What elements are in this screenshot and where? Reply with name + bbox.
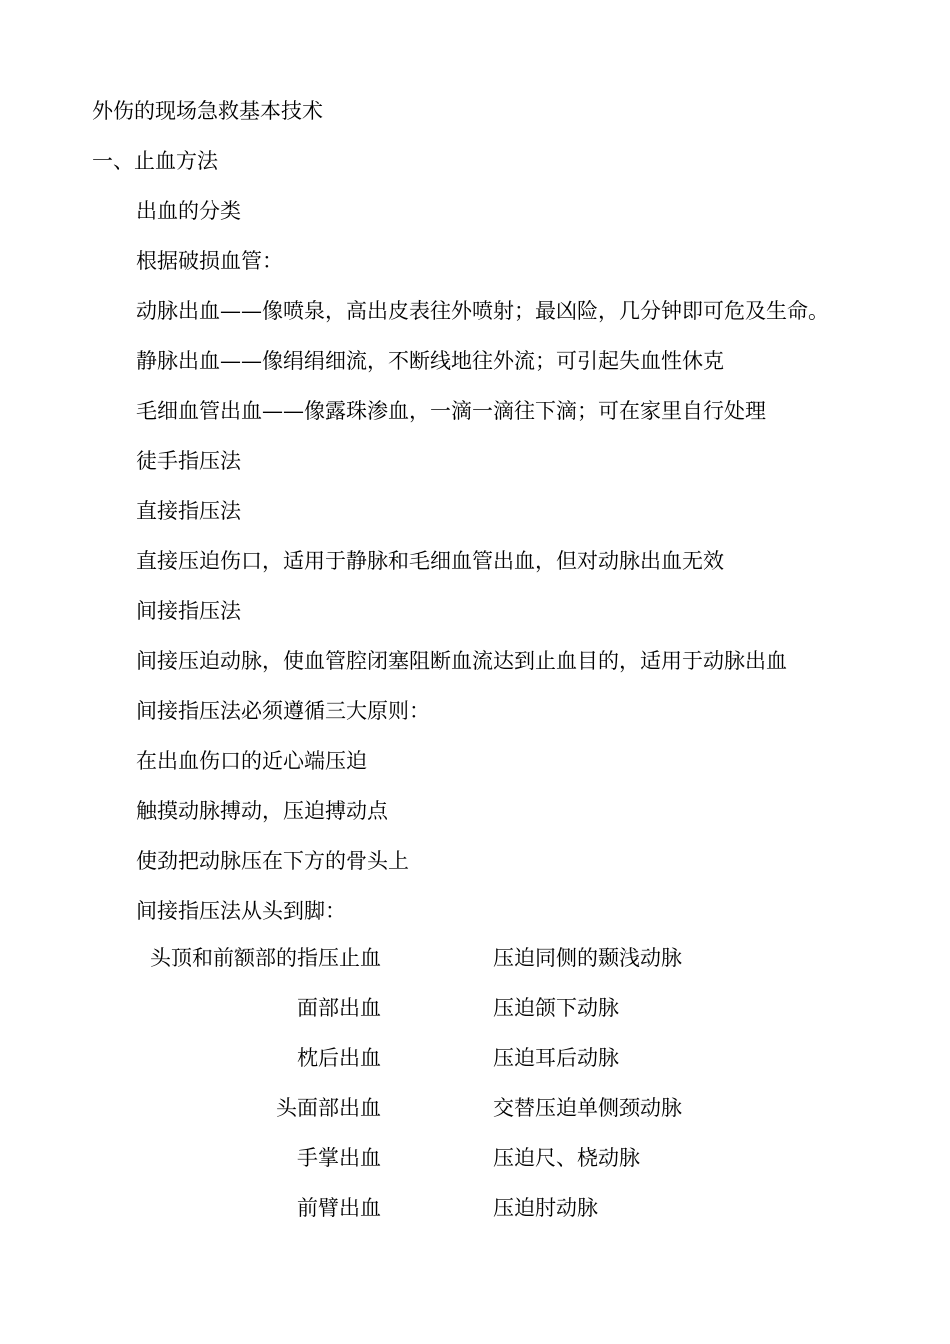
paragraph-line: 使劲把动脉压在下方的骨头上 xyxy=(136,849,409,873)
compression-method: 压迫尺、桡动脉 xyxy=(493,1146,640,1170)
paragraph-line: 间接指压法 xyxy=(136,599,241,623)
compression-method: 交替压迫单侧颈动脉 xyxy=(493,1096,682,1120)
section-heading: 一、止血方法 xyxy=(92,149,218,173)
bleeding-site: 面部出血 xyxy=(297,996,381,1020)
paragraph-line: 间接指压法必须遵循三大原则： xyxy=(136,699,430,723)
compression-method: 压迫同侧的颞浅动脉 xyxy=(493,946,682,970)
paragraph-line: 触摸动脉搏动，压迫搏动点 xyxy=(136,799,388,823)
paragraph-line: 静脉出血——像绢绢细流，不断线地往外流；可引起失血性休克 xyxy=(136,349,724,373)
paragraph-line: 徒手指压法 xyxy=(136,449,241,473)
paragraph-line: 出血的分类 xyxy=(136,199,241,223)
bleeding-site: 头面部出血 xyxy=(276,1096,381,1120)
document-title: 外伤的现场急救基本技术 xyxy=(92,99,323,123)
paragraph-line: 动脉出血——像喷泉，高出皮表往外喷射；最凶险，几分钟即可危及生命。 xyxy=(136,299,829,323)
bleeding-site: 前臂出血 xyxy=(297,1196,381,1220)
paragraph-line: 间接指压法从头到脚： xyxy=(136,899,346,923)
compression-method: 压迫颌下动脉 xyxy=(493,996,619,1020)
paragraph-line: 毛细血管出血——像露珠渗血，一滴一滴往下滴；可在家里自行处理 xyxy=(136,399,766,423)
paragraph-line: 间接压迫动脉，使血管腔闭塞阻断血流达到止血目的，适用于动脉出血 xyxy=(136,649,787,673)
bleeding-site: 枕后出血 xyxy=(297,1046,381,1070)
compression-method: 压迫耳后动脉 xyxy=(493,1046,619,1070)
paragraph-line: 在出血伤口的近心端压迫 xyxy=(136,749,367,773)
paragraph-line: 直接指压法 xyxy=(136,499,241,523)
paragraph-line: 直接压迫伤口，适用于静脉和毛细血管出血，但对动脉出血无效 xyxy=(136,549,724,573)
paragraph-line: 根据破损血管： xyxy=(136,249,283,273)
bleeding-site: 手掌出血 xyxy=(297,1146,381,1170)
compression-method: 压迫肘动脉 xyxy=(493,1196,598,1220)
bleeding-site: 头顶和前额部的指压止血 xyxy=(150,946,381,970)
